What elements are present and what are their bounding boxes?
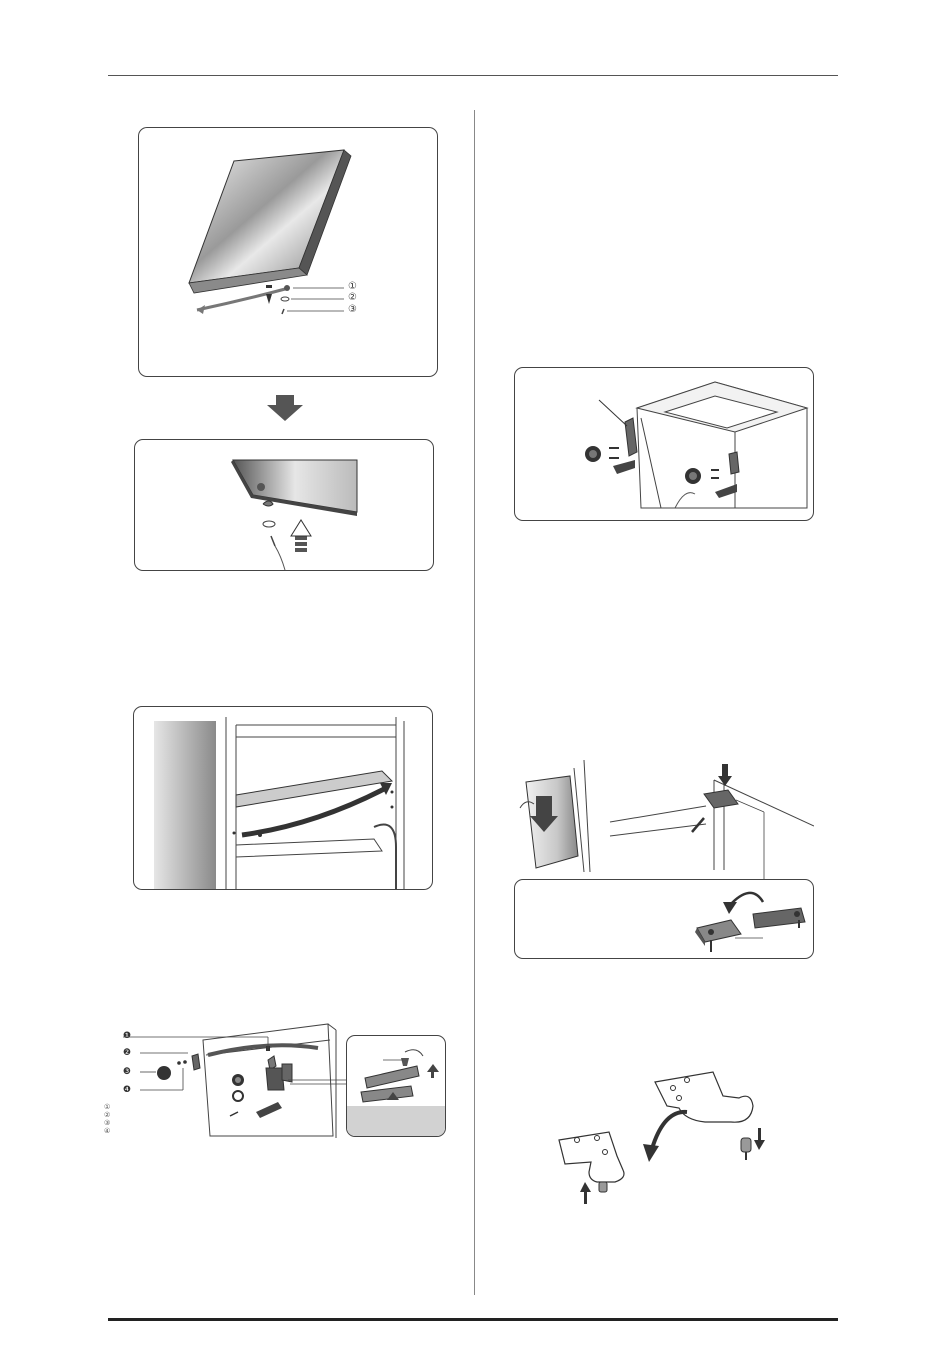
column-divider bbox=[474, 110, 475, 1295]
down-arrow-icon bbox=[754, 1140, 765, 1150]
callout-2: ② bbox=[348, 292, 357, 303]
figure-top-hinge-transfer bbox=[514, 367, 814, 521]
door-illustration bbox=[139, 128, 437, 376]
top-hinge-illustration bbox=[515, 368, 813, 520]
legend-item-4: ④ bbox=[104, 1127, 111, 1135]
callout-1: ❶ bbox=[123, 1031, 132, 1041]
hinge-reinstall-illustration bbox=[135, 440, 433, 570]
legend-item-2: ② bbox=[104, 1111, 111, 1119]
figure-hinge-inset bbox=[346, 1035, 446, 1137]
figure-hinge-reinstall bbox=[134, 439, 434, 571]
callout-2: ❷ bbox=[123, 1048, 132, 1058]
curved-arrow-icon bbox=[643, 1144, 659, 1162]
down-arrow-icon bbox=[267, 395, 303, 421]
up-arrow-icon bbox=[291, 520, 311, 536]
parts-legend bbox=[104, 1103, 110, 1135]
figure-door-removal bbox=[514, 760, 814, 880]
hinge-flip-illustration bbox=[515, 880, 813, 958]
legend-item-1: ① bbox=[104, 1103, 111, 1111]
figure-hinge-flip-inset bbox=[514, 879, 814, 959]
curved-arrow-icon bbox=[723, 902, 737, 914]
hinge-inset-illustration bbox=[347, 1036, 445, 1136]
footer-rule bbox=[108, 1318, 838, 1321]
right-arrow-icon bbox=[613, 460, 635, 474]
door-removal-illustration bbox=[514, 760, 814, 880]
callout-3: ③ bbox=[348, 304, 357, 315]
callout-1: ① bbox=[348, 281, 357, 292]
hinge-swap-illustration bbox=[555, 1070, 785, 1210]
legend-item-3: ③ bbox=[104, 1119, 111, 1127]
up-arrow-icon bbox=[580, 1182, 591, 1192]
header-rule bbox=[108, 75, 838, 76]
callout-3: ❸ bbox=[123, 1067, 132, 1077]
down-arrow-icon bbox=[266, 294, 272, 304]
up-arrow-icon bbox=[427, 1064, 439, 1072]
cabinet-illustration bbox=[134, 707, 432, 889]
figure-door-bottom-hinge bbox=[138, 127, 438, 377]
callout-4: ❹ bbox=[123, 1085, 132, 1095]
figure-cabinet-opening bbox=[133, 706, 433, 890]
figure-hinge-swap bbox=[555, 1070, 785, 1210]
